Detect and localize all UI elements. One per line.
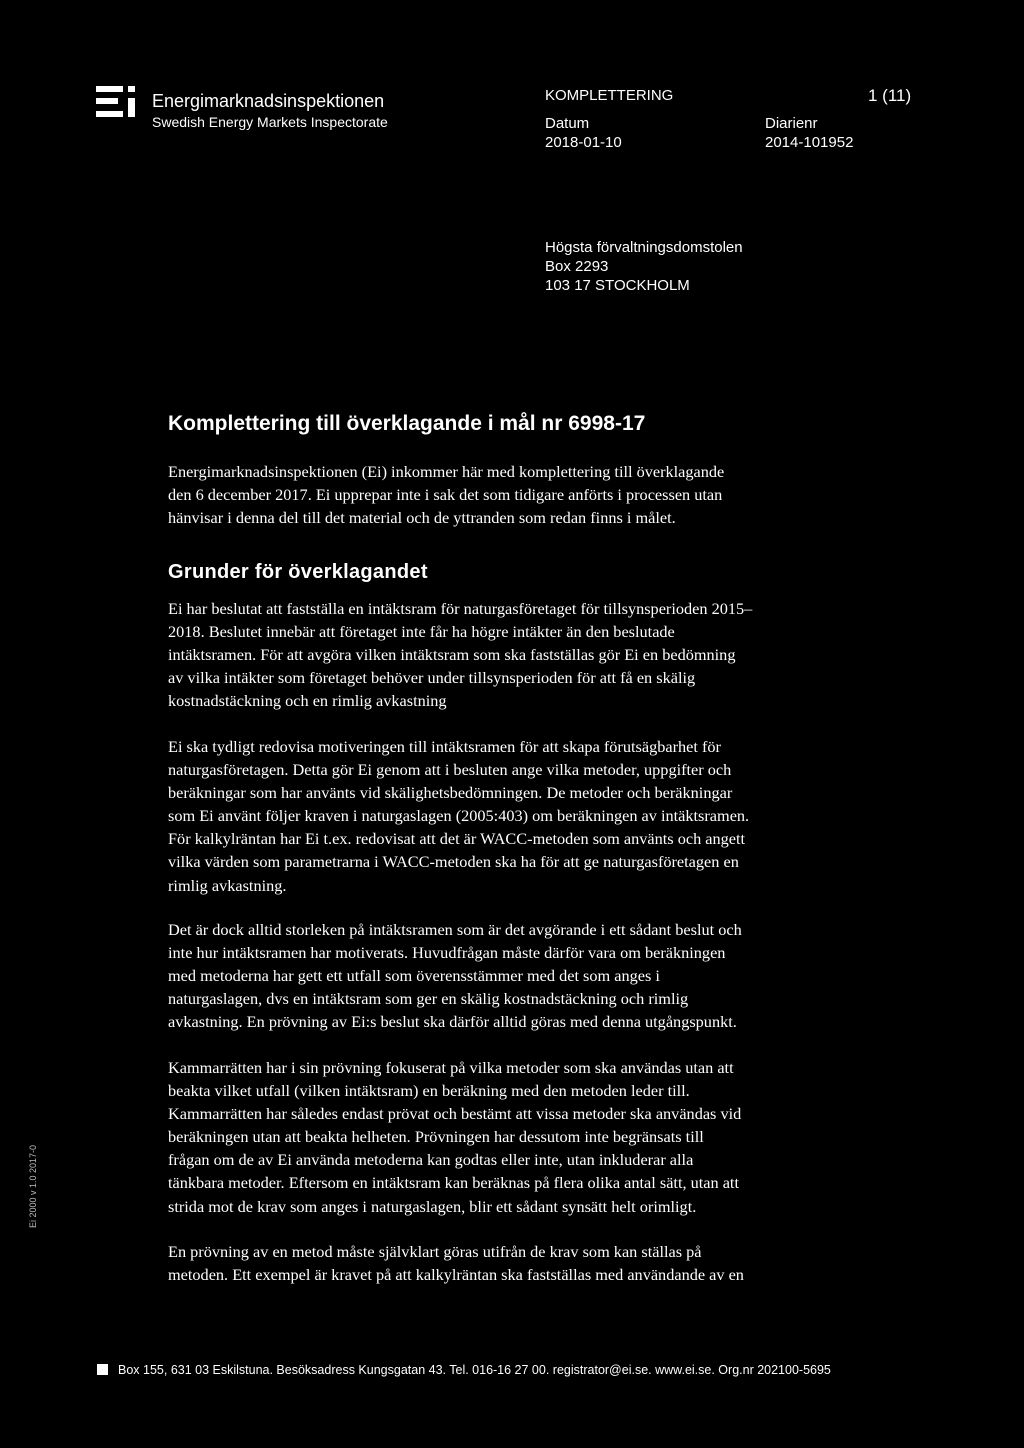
text-line: avkastning. En prövning av Ei:s beslut ska därför alltid göras med denna utgångspunkt. bbox=[168, 1012, 737, 1032]
body-paragraph bbox=[168, 918, 858, 1033]
text-line: hänvisar i denna del till det material och de yttranden som redan finns i målet. bbox=[168, 508, 676, 528]
text-line: beakta vilket utfall (vilken intäktsram) en beräkning med den metoden leder till. bbox=[168, 1081, 690, 1101]
text-line: Ei ska tydligt redovisa motiveringen till intäktsramen för att skapa förutsägbarhet för bbox=[168, 737, 721, 756]
text-line: Ei har beslutat att fastställa en intäktsram för naturgasföretaget för tillsynsperioden 2015– bbox=[168, 599, 753, 618]
body-paragraph bbox=[168, 1240, 858, 1286]
footer-contact: Box 155, 631 03 Eskilstuna. Besöksadress Kungsgatan 43. Tel. 016-16 27 00. registrator@ei.se. www.ei.se. Org.nr 202100-5695 bbox=[118, 1363, 831, 1377]
text-line: av vilka intäkter som företaget behöver under tillsynsperioden för att få en skälig bbox=[168, 668, 696, 688]
date-value: 2018-01-10 bbox=[545, 134, 622, 151]
text-line: den 6 december 2017. Ei upprepar inte i sak det som tidigare anförts i processen utan bbox=[168, 485, 723, 505]
recipient-name: Högsta förvaltningsdomstolen bbox=[545, 239, 743, 256]
text-line: tänkbara metoder. Eftersom en intäktsram kan beräknas på flera olika antal sätt, utan att bbox=[168, 1173, 739, 1193]
text-line: En prövning av en metod måste självklart göras utifrån de krav som kan ställas på bbox=[168, 1242, 702, 1261]
text-line: rimlig avkastning. bbox=[168, 875, 287, 895]
text-line: Det är dock alltid storleken på intäktsramen som är det avgörande i ett sådant beslut och bbox=[168, 920, 742, 939]
body-paragraph bbox=[168, 597, 858, 712]
text-line: beräkningar som har använts vid skälighetsbedömningen. De metoder och beräkningar bbox=[168, 783, 733, 803]
text-line: beräkningen utan att beakta helheten. Prövningen har dessutom inte begränsats till bbox=[168, 1127, 704, 1147]
text-line: Kammarrätten har i sin prövning fokuserat på vilka metoder som ska användas utan att bbox=[168, 1058, 734, 1077]
text-line: Kammarrätten har således endast prövat och bestämt att vissa metoder ska användas vid bbox=[168, 1104, 742, 1124]
text-line: som Ei använt följer kraven i naturgaslagen (2005:403) om beräkningen av intäktsramen. bbox=[168, 806, 750, 826]
body-paragraph bbox=[168, 1056, 858, 1218]
date-label: Datum bbox=[545, 115, 590, 132]
page-number: 1 (11) bbox=[868, 86, 912, 105]
text-line: För kalkylräntan har Ei t.ex. redovisat att det är WACC-metoden som använts och angett bbox=[168, 829, 746, 849]
organization-name: Energimarknadsinspektionen bbox=[152, 91, 385, 111]
text-line: intäktsramen. För att avgöra vilken intäktsram som ska fastställas gör Ei en bedömning bbox=[168, 645, 736, 665]
body-paragraph bbox=[168, 735, 858, 897]
document-type: KOMPLETTERING bbox=[545, 87, 674, 104]
text-line: naturgaslagen, dvs en intäktsram som ger en skälig kostnadstäckning och rimlig bbox=[168, 989, 689, 1009]
text-line: naturgasföretagen. Detta gör Ei genom att i besluten ange vilka metoder, uppgifter och bbox=[168, 760, 732, 780]
text-line: vilka värden som parametrarna i WACC-metoden ska ha för att ge naturgasföretagen en bbox=[168, 852, 739, 872]
text-line: med metoderna har gett ett utfall som överensstämmer med det som anges i bbox=[168, 966, 660, 986]
square-bullet-icon bbox=[97, 1364, 108, 1375]
registration-number-value: 2014-101952 bbox=[765, 134, 854, 151]
recipient-box: Box 2293 bbox=[545, 258, 609, 275]
recipient-city: 103 17 STOCKHOLM bbox=[545, 277, 690, 294]
text-line: strida mot de krav som anges i naturgaslagen, blir ett sådant synsätt helt orimligt. bbox=[168, 1196, 697, 1216]
text-line: 2018. Beslutet innebär att företaget inte får ha högre intäkter än den beslutade bbox=[168, 622, 675, 642]
text-line: frågan om de av Ei använda metoderna kan godtas eller inte, utan inkluderar alla bbox=[168, 1150, 694, 1170]
registration-number-label: Diarienr bbox=[765, 115, 818, 132]
text-line: inte hur intäktsramen har motiverats. Huvudfrågan måste därför vara om beräkningen bbox=[168, 943, 726, 963]
section-heading: Grunder för överklagandet bbox=[168, 561, 428, 583]
form-code: Ei 2000 v 1.0 2017-0 bbox=[28, 1144, 38, 1228]
document-title: Komplettering till överklagande i mål nr 6998-17 bbox=[168, 412, 646, 435]
organization-block bbox=[152, 90, 388, 132]
footer bbox=[97, 1363, 831, 1377]
organization-name-en: Swedish Energy Markets Inspectorate bbox=[152, 114, 388, 130]
text-line: Energimarknadsinspektionen (Ei) inkommer här med komplettering till överklagande bbox=[168, 462, 725, 481]
text-line: kostnadstäckning och en rimlig avkastning bbox=[168, 691, 447, 711]
intro-paragraph bbox=[168, 460, 858, 529]
text-line: metoden. Ett exempel är kravet på att kalkylräntan ska fastställas med användande av en bbox=[168, 1265, 744, 1285]
